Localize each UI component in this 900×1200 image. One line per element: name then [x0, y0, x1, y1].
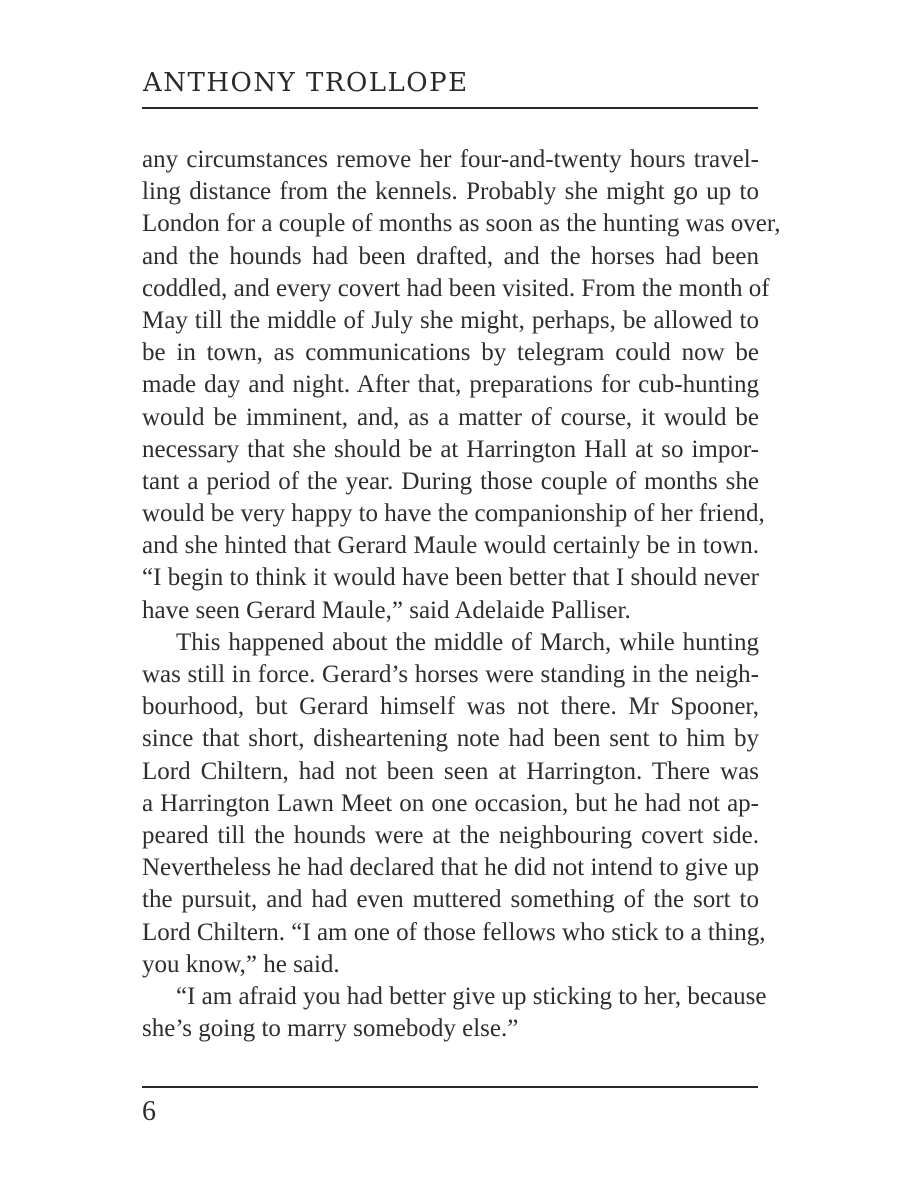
text-line: be in town, as communications by telegram could now be — [142, 339, 759, 367]
text-line: May till the middle of July she might, perhaps, be allowed to — [142, 306, 759, 334]
running-head: ANTHONY TROLLOPE — [143, 68, 469, 98]
text-line: “I am afraid you had better give up sticking to her, because — [176, 982, 767, 1010]
text-line: bourhood, but Gerard himself was not there. Mr Spooner, — [142, 693, 759, 721]
text-line: Lord Chiltern. “I am one of those fellows who stick to a thing, — [142, 918, 766, 946]
text-line: ling distance from the kennels. Probably she might go up to — [142, 178, 759, 206]
text-line: peared till the hounds were at the neighbouring covert side. — [142, 821, 759, 849]
text-line: you know,” he said. — [142, 950, 340, 978]
text-line: “I begin to think it would have been better that I should never — [142, 564, 759, 592]
footer-rule — [142, 1086, 758, 1088]
text-line: and the hounds had been drafted, and the horses had been — [142, 242, 759, 270]
text-line: have seen Gerard Maule,” said Adelaide Palliser. — [142, 596, 631, 624]
text-line: any circumstances remove her four-and-twenty hours travel- — [142, 146, 759, 173]
body-text — [142, 144, 781, 1045]
text-line: Lord Chiltern, had not been seen at Harrington. There was — [142, 757, 759, 785]
text-line: since that short, disheartening note had been sent to him by — [142, 725, 759, 753]
text-line: she’s going to marry somebody else.” — [142, 1015, 519, 1043]
text-line: a Harrington Lawn Meet on one occasion, but he had not ap- — [142, 789, 759, 817]
text-line: London for a couple of months as soon as the hunting was over, — [142, 210, 781, 238]
text-line: necessary that she should be at Harrington Hall at so impor- — [142, 435, 759, 463]
text-line: the pursuit, and had even muttered something of the sort to — [142, 886, 759, 914]
text-line: was still in force. Gerard’s horses were standing in the neigh- — [142, 661, 759, 688]
page-number: 6 — [142, 1096, 156, 1127]
text-line: would be very happy to have the companionship of her friend, — [142, 500, 765, 528]
header-rule — [142, 107, 758, 109]
text-line: made day and night. After that, preparations for cub-hunting — [142, 371, 759, 399]
text-line: Nevertheless he had declared that he did not intend to give up — [142, 854, 760, 882]
text-line: would be imminent, and, as a matter of course, it would be — [142, 403, 759, 431]
text-line: and she hinted that Gerard Maule would certainly be in town. — [142, 532, 759, 560]
text-line: coddled, and every covert had been visited. From the month of — [142, 274, 770, 302]
text-line: This happened about the middle of March, while hunting — [176, 628, 759, 656]
text-line: tant a period of the year. During those couple of months she — [142, 467, 759, 495]
